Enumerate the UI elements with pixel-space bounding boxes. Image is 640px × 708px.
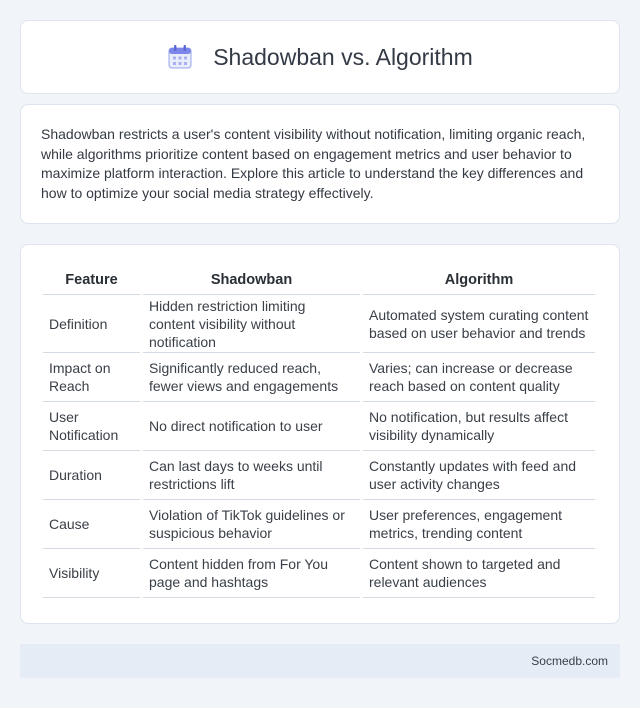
algorithm-cell: Varies; can increase or decrease reach based on content quality <box>363 353 595 402</box>
comparison-table <box>40 265 598 598</box>
shadowban-cell: Violation of TikTok guidelines or suspicious behavior <box>143 500 360 549</box>
title-row <box>167 44 473 71</box>
algorithm-cell: Automated system curating content based on user behavior and trends <box>363 295 595 353</box>
shadowban-cell: Significantly reduced reach, fewer views and engagements <box>143 353 360 402</box>
footer-site-name: Socmedb.com <box>531 654 608 668</box>
intro-paragraph: Shadowban restricts a user's content visibility without notification, limiting organic reach, while algorithms prioritize content based on engagement metrics and user behavior to maximize platform interaction. Explore this article to understand the key differences and how to optimize your social media strategy effectively. <box>41 126 586 201</box>
table-header-row <box>43 265 595 295</box>
feature-cell: Duration <box>43 451 140 500</box>
table-row <box>43 353 595 402</box>
feature-cell: Definition <box>43 295 140 353</box>
table-row <box>43 451 595 500</box>
shadowban-cell: Can last days to weeks until restrictions lift <box>143 451 360 500</box>
table-row <box>43 295 595 353</box>
algorithm-cell: Content shown to targeted and relevant audiences <box>363 549 595 598</box>
table-row <box>43 500 595 549</box>
shadowban-cell: No direct notification to user <box>143 402 360 451</box>
calendar-icon <box>167 44 193 70</box>
shadowban-cell: Content hidden from For You page and hashtags <box>143 549 360 598</box>
intro-card <box>20 104 620 224</box>
page-title: Shadowban vs. Algorithm <box>213 43 473 70</box>
table-row <box>43 402 595 451</box>
title-card <box>20 20 620 94</box>
feature-cell: User Notification <box>43 402 140 451</box>
column-header: Feature <box>43 265 140 295</box>
feature-cell: Visibility <box>43 549 140 598</box>
column-header: Shadowban <box>143 265 360 295</box>
table-row <box>43 549 595 598</box>
algorithm-cell: Constantly updates with feed and user activity changes <box>363 451 595 500</box>
feature-cell: Cause <box>43 500 140 549</box>
algorithm-cell: No notification, but results affect visibility dynamically <box>363 402 595 451</box>
comparison-card <box>20 244 620 624</box>
footer-bar <box>20 644 620 678</box>
shadowban-cell: Hidden restriction limiting content visibility without notification <box>143 295 360 353</box>
column-header: Algorithm <box>363 265 595 295</box>
algorithm-cell: User preferences, engagement metrics, trending content <box>363 500 595 549</box>
feature-cell: Impact on Reach <box>43 353 140 402</box>
